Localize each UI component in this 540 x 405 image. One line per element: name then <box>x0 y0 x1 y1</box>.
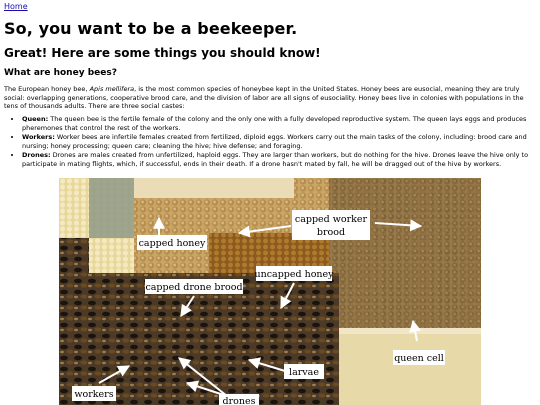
queen-cell-region <box>339 334 481 405</box>
castes-list <box>4 115 540 170</box>
label-queen-cell <box>393 350 445 365</box>
label-capped-worker-brood <box>292 210 370 240</box>
list-item <box>22 115 540 132</box>
label-drones <box>219 394 259 405</box>
label-capped-drone-brood <box>145 279 243 294</box>
honeycomb-photo <box>59 178 481 405</box>
label-text: queen cell <box>394 353 444 364</box>
label-text: brood <box>316 227 346 238</box>
caste-name: Workers: <box>22 133 55 142</box>
page-title: So, you want to be a beekeeper. <box>4 19 298 38</box>
label-larvae <box>284 364 324 379</box>
label-capped-honey <box>137 235 207 250</box>
home-link[interactable]: Home <box>4 2 28 11</box>
label-workers <box>72 386 116 401</box>
caste-name: Drones: <box>22 151 51 160</box>
label-text: workers <box>74 389 114 400</box>
moss-region <box>89 178 134 238</box>
caste-name: Queen: <box>22 115 49 123</box>
intro-text-end: , is the most common species of honeybee kept in the United States. Honey bees are eusocial, meaning they are truly social: overlapping generations, cooperative brood care, and the division of labor are all signs of eusociality. Honey bees live in colonies with populations in the tens of thousands adults. There are three social castes: <box>4 85 524 111</box>
caste-description: The queen bee is the fertile female of the colony and the only one with a fully developed reproductive system. The queen lays eggs and produces pheremones that control the rest of the workers. <box>22 115 527 132</box>
species-name: Apis mellifera <box>89 85 135 93</box>
caste-description: Drones are males created from unfertilized, haploid eggs. They are larger than workers, but do nothing for the hive. Drones leave the hive only to participate in mating flights, which, if successful, ends in their death. If a drone hasn't mated by fall, he will be dragged out of the hive by workers. <box>22 151 529 168</box>
light-frame <box>134 178 294 198</box>
label-text: capped drone brood <box>145 282 243 293</box>
intro-text-start: The European honey bee, <box>4 85 90 93</box>
section-heading: What are honey bees? <box>4 68 117 78</box>
caste-description: Worker bees are infertile females created from fertilized, diploid eggs. Workers carry out the main tasks of the colony, including: brood care and nursing; honey processing; queen care; cleaning the hive; hive defense; and foraging. <box>22 133 527 150</box>
frame-bar <box>329 328 481 334</box>
label-text: larvae <box>289 367 319 378</box>
bee-cluster-left <box>59 238 89 405</box>
label-text: capped honey <box>138 238 206 249</box>
intro-paragraph <box>4 85 530 111</box>
page-subtitle: Great! Here are some things you should know! <box>4 46 321 60</box>
label-text: capped worker <box>294 214 368 225</box>
list-item <box>22 151 540 168</box>
brood-region <box>329 178 481 328</box>
label-text: drones <box>222 396 256 405</box>
label-text: uncapped honey <box>254 269 334 280</box>
label-uncapped-honey <box>254 266 334 281</box>
list-item <box>22 133 540 150</box>
